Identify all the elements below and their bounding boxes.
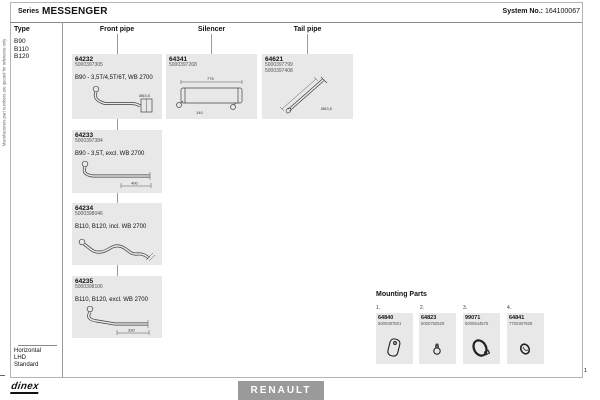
renault-brand-badge: RENAULT [238, 381, 324, 400]
type-column-divider [62, 22, 63, 377]
part-description: B110, B120, excl. WB 2700 [75, 296, 148, 303]
part-box-64234[interactable] [72, 203, 162, 265]
part-ref-number: 5000544575 [465, 321, 489, 326]
page-number: 1 [584, 368, 588, 374]
part-box-64621[interactable] [262, 54, 353, 119]
tail-pipe-drawing [265, 76, 350, 116]
part-ref-number: 5000398106 [75, 284, 103, 290]
dim-label: 140 [196, 110, 203, 115]
part-number: 64341 [169, 56, 188, 63]
fold-mark [0, 375, 5, 376]
part-description: B90 - 3,5T/4,5T/6T, WB 2700 [75, 74, 153, 81]
part-description: B90 - 3,5T, excl. WB 2700 [75, 150, 145, 157]
mounting-item-index: 4. [507, 305, 512, 311]
page-title: MESSENGER [42, 6, 108, 17]
small-clamp-icon [511, 335, 539, 361]
part-box-64341[interactable] [166, 54, 257, 119]
config-list [14, 348, 41, 369]
silencer-drawing [169, 74, 254, 118]
system-number-label: System No.: [502, 8, 543, 15]
part-box-64233[interactable] [72, 130, 162, 193]
part-ref-number: 5000397268 [169, 62, 197, 68]
front-pipe-drawing [75, 84, 159, 118]
mounting-item-index: 3. [463, 305, 468, 311]
part-box-64235[interactable] [72, 276, 162, 338]
mounting-parts-title: Mounting Parts [376, 291, 427, 298]
config-orientation: Horizontal [14, 348, 42, 354]
part-number: 64235 [75, 278, 94, 285]
part-ref-number: 5000397801 [378, 321, 402, 326]
part-ref-number: 5000398046 [75, 211, 103, 217]
dim-label: 400 [131, 180, 138, 186]
type-item-b110: B110 [14, 45, 29, 53]
config-standard: Standard [14, 362, 39, 368]
system-number-value: 164100067 [544, 8, 580, 15]
dim-label: 775 [207, 76, 214, 81]
dinex-logo: dinex [10, 381, 40, 392]
clamp-ring-icon [467, 335, 495, 361]
side-disclaimer-text: Manufacturers part numbers are quoted for reference only [1, 38, 7, 147]
dim-label: Ø63,5 [321, 106, 332, 111]
part-number: 99071 [465, 315, 481, 321]
part-ref-number: 7700307928 [509, 321, 533, 326]
part-number: 64234 [75, 205, 94, 212]
mounting-part-box-64841[interactable] [507, 313, 544, 364]
exhaust-hanger-icon [380, 335, 408, 361]
part-ref-number-2: 5000397408 [265, 67, 293, 74]
part-ref-number: 5000397384 [75, 138, 103, 144]
type-column-header: Type [14, 26, 30, 33]
series-label: Series [18, 8, 40, 15]
column-header-front-pipe: Front pipe [99, 26, 135, 33]
part-ref-number: 5000397305 [75, 62, 103, 68]
part-number: 64233 [75, 132, 94, 139]
mounting-part-box-64823[interactable] [419, 313, 456, 364]
config-divider [18, 345, 57, 346]
part-number: 64232 [75, 56, 94, 63]
connector-tick [117, 265, 118, 276]
column-header-tail-pipe: Tail pipe [293, 26, 322, 33]
front-pipe-drawing [75, 158, 159, 192]
front-pipe-drawing [75, 304, 159, 338]
type-item-b90: B90 [14, 38, 26, 45]
mounting-item-index: 2. [420, 305, 425, 311]
dim-label: Ø63,5 [139, 93, 150, 98]
type-list [14, 38, 29, 61]
connector-tick [307, 34, 308, 54]
front-pipe-drawing [75, 231, 159, 263]
small-clamp-icon [423, 335, 451, 361]
header-divider [10, 22, 582, 23]
part-box-64232[interactable] [72, 54, 162, 119]
dim-label: 330 [128, 327, 135, 333]
connector-tick [117, 119, 118, 130]
part-ref-number: 5000397799 [265, 62, 293, 68]
config-drive: LHD [14, 355, 27, 361]
part-number: 64840 [378, 315, 394, 321]
part-ref-number: 5000750529 [421, 321, 445, 326]
system-number [503, 8, 580, 15]
part-number: 64621 [265, 56, 284, 63]
mounting-part-box-64840[interactable] [376, 313, 413, 364]
connector-tick [117, 193, 118, 203]
part-number: 64823 [421, 315, 437, 321]
part-description: B110, B120, incl. WB 2700 [75, 223, 147, 230]
column-header-silencer: Silencer [197, 26, 226, 33]
mounting-item-index: 1. [376, 305, 381, 311]
part-number: 64841 [509, 315, 525, 321]
connector-tick [117, 34, 118, 54]
type-item-b120: B120 [14, 53, 30, 60]
mounting-part-box-99071[interactable] [463, 313, 500, 364]
connector-tick [211, 34, 212, 54]
